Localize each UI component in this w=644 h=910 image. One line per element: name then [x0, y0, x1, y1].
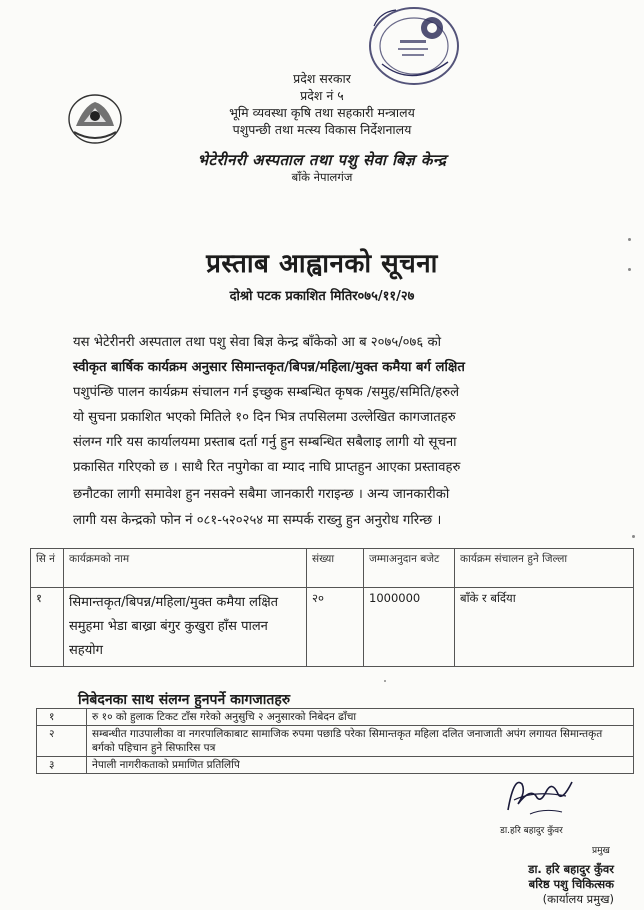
header-district: कार्यक्रम संचालन हुने जिल्ला: [455, 549, 634, 588]
office-name: भेटेरीनरी अस्पताल तथा पशु सेवा बिज्ञ केन्द्र: [197, 151, 447, 169]
row-district: बाँके र बर्दिया: [455, 588, 634, 667]
body-line-3: पशुपंन्छि पालन कार्यक्रम संचालन गर्न इच्छुक सम्बन्धित कृषक /समुह/समिति/हरुले: [73, 385, 460, 400]
program-table: [30, 548, 634, 667]
handwritten-signature: [500, 770, 580, 822]
notice-subtitle: दोश्रो पटक प्रकाशित मितिर०७५/११/२७: [229, 289, 415, 304]
body-line-6: प्रकासित गरिएको छ । साथै रित नपुगेका वा म्याद नाघि प्राप्तहुन आएका प्रस्तावहरु: [73, 460, 461, 475]
doc-text: रु १० को हुलाक टिकट टाँस गरेको अनुसुचि २ अनुसारको निबेदन ढाँचा: [87, 709, 634, 726]
signatory-role-small: प्रमुख: [592, 846, 610, 856]
program-table-header: [31, 549, 634, 588]
list-item: [37, 726, 634, 757]
signatory-name-small: डा.हरि बहादुर कुँवर: [500, 826, 563, 836]
header-line-3: भूमि व्यवस्था कृषि तथा सहकारी मन्त्रालय: [229, 105, 415, 120]
signatory-name: डा. हरि बहादुर कुँवर: [528, 862, 614, 876]
scan-speck: [632, 535, 635, 538]
header-budget: जम्माअनुदान बजेट: [364, 549, 455, 588]
doc-sn: ३: [37, 757, 87, 774]
row-sn: १: [31, 588, 64, 667]
doc-sn: २: [37, 726, 87, 757]
body-line-2: स्वीकृत बार्षिक कार्यक्रम अनुसार सिमान्तकृत/बिपन्न/महिला/मुक्त कमैया बर्ग लक्षित: [73, 360, 465, 375]
header-line-4: पशुपन्छी तथा मत्स्य विकास निर्देशनालय: [232, 122, 412, 137]
header-sn: सि नं: [31, 549, 64, 588]
row-budget: 1000000: [364, 588, 455, 667]
scan-speck: [628, 268, 631, 271]
header-line-1: प्रदेश सरकार: [293, 71, 351, 86]
notice-title: प्रस्ताब आह्वानको सूचना: [206, 249, 438, 279]
scan-speck: [628, 238, 631, 241]
documents-heading: निबेदनका साथ संलग्न हुनपर्ने कागजातहरु: [78, 692, 291, 708]
header-count: संख्या: [307, 549, 364, 588]
scan-speck: [384, 680, 386, 682]
signatory-title: बरिष्ठ पशु चिकित्सक: [528, 877, 614, 891]
body-line-1: यस भेटेरीनरी अस्पताल तथा पशु सेवा बिज्ञ केन्द्र बाँकेको आ ब २०७५/०७६ को: [73, 335, 441, 350]
row-program-name: सिमान्तकृत/बिपन्न/महिला/मुक्त कमैया लक्षित समुहमा भेडा बाख्रा बंगुर कुखुरा हाँस पालन सहयोग: [64, 588, 307, 667]
documents-table: [36, 708, 634, 774]
signatory-office-role: (कार्यालय प्रमुख): [542, 892, 614, 906]
office-location: बाँके नेपालगंज: [291, 170, 353, 184]
body-line-5: संलग्न गरि यस कार्यालयमा प्रस्ताब दर्ता गर्नु हुन सम्बन्धित सबैलाइ लागी यो सूचना: [73, 435, 457, 450]
header-line-2: प्रदेश नं ५: [300, 88, 344, 103]
body-line-7: छनौटका लागी समावेश हुन नसक्ने सबैमा जानकारी गराइन्छ । अन्य जानकारीको: [73, 487, 450, 502]
body-line-8: लागी यस केन्द्रको फोन नं ०८१-५२०२५४ मा सम्पर्क राख्नु हुन अनुरोध गरिन्छ ।: [73, 513, 442, 528]
row-count: २०: [307, 588, 364, 667]
header-program-name: कार्यक्रमको नाम: [64, 549, 307, 588]
body-line-4: यो सुचना प्रकाशित भएको मितिले १० दिन भित्र तपसिलमा उल्लेखित कागजातहरु: [73, 410, 456, 425]
doc-text: नेपाली नागरीकताको प्रमाणित प्रतिलिपि: [87, 757, 634, 774]
doc-text: सम्बन्धीत गाउपालीका वा नगरपालिकाबाट सामाजिक रुपमा पछाडि परेका सिमान्तकृत महिला दलित जनाजाती अपंग लगायत सिमान्तकृत बर्गको पहिचान हुने सिफारिस पत्र: [87, 726, 634, 757]
table-row: [31, 588, 634, 667]
list-item: [37, 709, 634, 726]
doc-sn: १: [37, 709, 87, 726]
